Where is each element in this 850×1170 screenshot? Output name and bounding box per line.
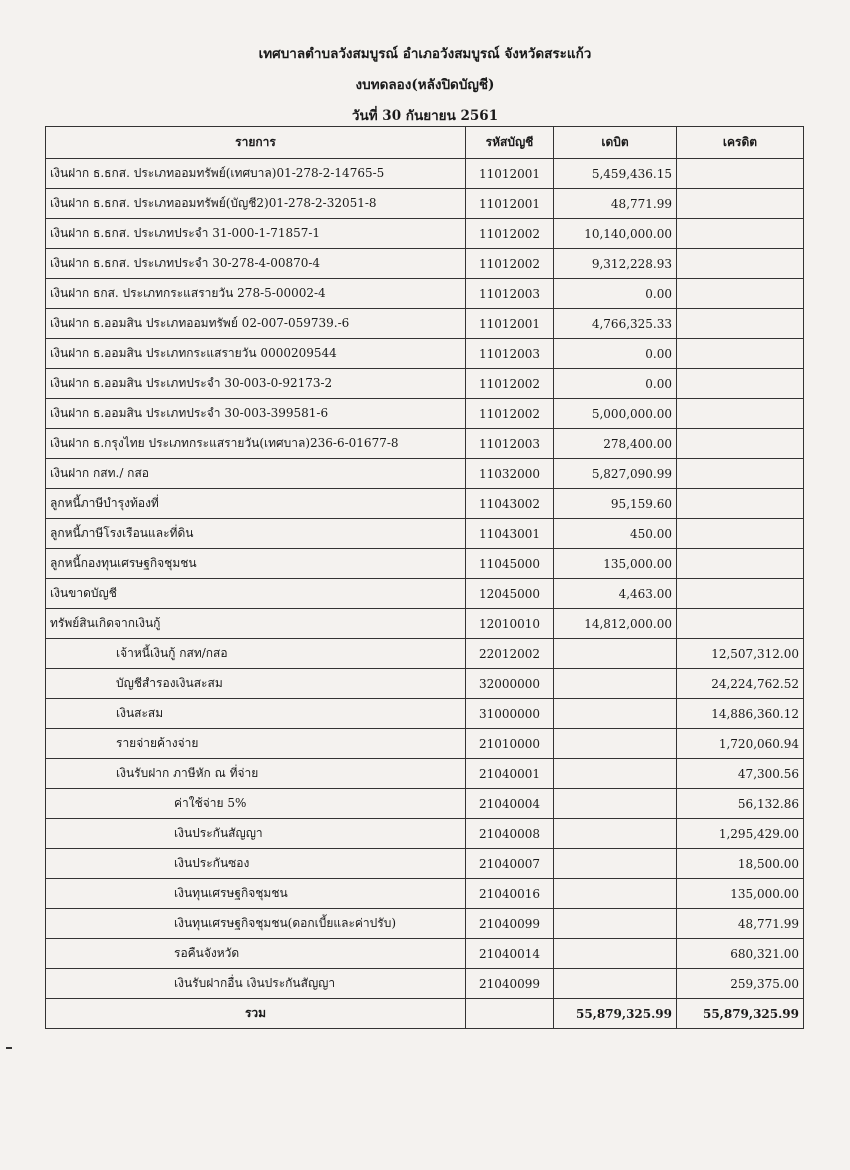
row-debit xyxy=(554,729,677,759)
row-debit: 4,766,325.33 xyxy=(554,309,677,339)
row-account-code: 12010010 xyxy=(466,609,554,639)
table-row xyxy=(46,219,804,249)
row-account-code: 21040007 xyxy=(466,849,554,879)
row-item: เงินประกันซอง xyxy=(46,849,466,879)
row-debit: 5,000,000.00 xyxy=(554,399,677,429)
row-account-code: 21010000 xyxy=(466,729,554,759)
table-row xyxy=(46,669,804,699)
row-item: เงินรับฝาก ภาษีหัก ณ ที่จ่าย xyxy=(46,759,466,789)
row-debit xyxy=(554,849,677,879)
row-account-code: 11012003 xyxy=(466,279,554,309)
table-row xyxy=(46,489,804,519)
table-row xyxy=(46,249,804,279)
row-credit xyxy=(677,609,804,639)
row-debit xyxy=(554,969,677,999)
row-item: เงินฝาก ธ.ออมสิน ประเภทออมทรัพย์ 02-007-059739.-6 xyxy=(46,309,466,339)
row-account-code: 11012003 xyxy=(466,429,554,459)
row-item: เงินฝาก ธ.ออมสิน ประเภทประจำ 30-003-399581-6 xyxy=(46,399,466,429)
table-row xyxy=(46,339,804,369)
table-row xyxy=(46,819,804,849)
row-credit: 680,321.00 xyxy=(677,939,804,969)
row-account-code: 21040099 xyxy=(466,969,554,999)
row-credit xyxy=(677,339,804,369)
row-debit xyxy=(554,879,677,909)
table-row xyxy=(46,549,804,579)
row-item: เงินรับฝากอื่น เงินประกันสัญญา xyxy=(46,969,466,999)
row-debit: 9,312,228.93 xyxy=(554,249,677,279)
row-account-code: 21040001 xyxy=(466,759,554,789)
total-credit: 55,879,325.99 xyxy=(677,999,804,1029)
table-row xyxy=(46,969,804,999)
row-debit: 48,771.99 xyxy=(554,189,677,219)
total-debit: 55,879,325.99 xyxy=(554,999,677,1029)
row-account-code: 11012002 xyxy=(466,369,554,399)
row-item: เงินฝาก ธ.ธกส. ประเภทออมทรัพย์(บัญชี2)01-278-2-32051-8 xyxy=(46,189,466,219)
row-debit xyxy=(554,789,677,819)
column-header-item: รายการ xyxy=(46,127,466,159)
row-debit xyxy=(554,639,677,669)
table-row xyxy=(46,729,804,759)
table-row xyxy=(46,609,804,639)
row-item: เงินฝาก ธ.ธกส. ประเภทประจำ 30-278-4-00870-4 xyxy=(46,249,466,279)
table-row xyxy=(46,759,804,789)
row-item: เงินฝาก ธกส. ประเภทกระแสรายวัน 278-5-00002-4 xyxy=(46,279,466,309)
table-row xyxy=(46,459,804,489)
row-item: เงินสะสม xyxy=(46,699,466,729)
row-debit: 135,000.00 xyxy=(554,549,677,579)
row-item: เงินฝาก ธ.ออมสิน ประเภทกระแสรายวัน 0000209544 xyxy=(46,339,466,369)
table-row xyxy=(46,579,804,609)
row-account-code: 11045000 xyxy=(466,549,554,579)
row-credit xyxy=(677,429,804,459)
row-credit: 18,500.00 xyxy=(677,849,804,879)
row-credit xyxy=(677,489,804,519)
row-debit: 450.00 xyxy=(554,519,677,549)
row-credit: 1,295,429.00 xyxy=(677,819,804,849)
row-item: ค่าใช้จ่าย 5% xyxy=(46,789,466,819)
row-credit xyxy=(677,189,804,219)
row-account-code: 22012002 xyxy=(466,639,554,669)
row-account-code: 11012003 xyxy=(466,339,554,369)
row-debit: 14,812,000.00 xyxy=(554,609,677,639)
total-code-cell xyxy=(466,999,554,1029)
trial-balance-table xyxy=(45,126,804,1029)
row-debit xyxy=(554,819,677,849)
row-item: รายจ่ายค้างจ่าย xyxy=(46,729,466,759)
row-credit: 14,886,360.12 xyxy=(677,699,804,729)
row-item: ลูกหนี้ภาษีบำรุงท้องที่ xyxy=(46,489,466,519)
row-account-code: 21040004 xyxy=(466,789,554,819)
row-account-code: 21040014 xyxy=(466,939,554,969)
row-credit xyxy=(677,309,804,339)
row-debit xyxy=(554,939,677,969)
row-account-code: 31000000 xyxy=(466,699,554,729)
row-credit: 56,132.86 xyxy=(677,789,804,819)
table-row xyxy=(46,279,804,309)
row-item: ลูกหนี้ภาษีโรงเรือนและที่ดิน xyxy=(46,519,466,549)
table-row xyxy=(46,939,804,969)
document-title: เทศบาลตำบลวังสมบูรณ์ อำเภอวังสมบูรณ์ จังหวัดสระแก้ว xyxy=(258,46,592,62)
row-item: เงินทุนเศรษฐกิจชุมชน(ดอกเบี้ยและค่าปรับ) xyxy=(46,909,466,939)
row-item: รอคืนจังหวัด xyxy=(46,939,466,969)
table-row xyxy=(46,519,804,549)
row-account-code: 11012002 xyxy=(466,249,554,279)
row-debit: 4,463.00 xyxy=(554,579,677,609)
row-item: บัญชีสำรองเงินสะสม xyxy=(46,669,466,699)
row-debit: 5,827,090.99 xyxy=(554,459,677,489)
column-header-credit: เครดิต xyxy=(677,127,804,159)
row-account-code: 11032000 xyxy=(466,459,554,489)
row-item: เจ้าหนี้เงินกู้ กสท/กสอ xyxy=(46,639,466,669)
row-item: ลูกหนี้กองทุนเศรษฐกิจชุมชน xyxy=(46,549,466,579)
row-credit xyxy=(677,219,804,249)
table-row xyxy=(46,789,804,819)
row-account-code: 21040016 xyxy=(466,879,554,909)
row-credit: 12,507,312.00 xyxy=(677,639,804,669)
table-row xyxy=(46,309,804,339)
total-label: รวม xyxy=(46,999,466,1029)
row-account-code: 21040099 xyxy=(466,909,554,939)
row-debit: 95,159.60 xyxy=(554,489,677,519)
row-debit xyxy=(554,699,677,729)
row-debit xyxy=(554,909,677,939)
row-item: เงินฝาก ธ.ธกส. ประเภทประจำ 31-000-1-71857-1 xyxy=(46,219,466,249)
column-header-code: รหัสบัญชี xyxy=(466,127,554,159)
column-header-debit: เดบิต xyxy=(554,127,677,159)
row-account-code: 11012001 xyxy=(466,159,554,189)
document-date: วันที่ 30 กันยายน 2561 xyxy=(351,108,499,124)
row-credit: 1,720,060.94 xyxy=(677,729,804,759)
row-credit xyxy=(677,579,804,609)
row-item: เงินฝาก ธ.ออมสิน ประเภทประจำ 30-003-0-92173-2 xyxy=(46,369,466,399)
row-item: เงินฝาก ธ.กรุงไทย ประเภทกระแสรายวัน(เทศบาล)236-6-01677-8 xyxy=(46,429,466,459)
row-credit: 259,375.00 xyxy=(677,969,804,999)
row-debit xyxy=(554,759,677,789)
row-debit: 0.00 xyxy=(554,369,677,399)
document-subtitle: งบทดลอง(หลังปิดบัญชี) xyxy=(355,77,495,93)
table-row xyxy=(46,639,804,669)
row-account-code: 21040008 xyxy=(466,819,554,849)
row-debit xyxy=(554,669,677,699)
table-row xyxy=(46,159,804,189)
table-header-row xyxy=(46,127,804,159)
row-credit xyxy=(677,549,804,579)
row-credit: 135,000.00 xyxy=(677,879,804,909)
table-row xyxy=(46,189,804,219)
row-credit xyxy=(677,459,804,489)
table-row xyxy=(46,429,804,459)
row-credit: 48,771.99 xyxy=(677,909,804,939)
row-item: เงินทุนเศรษฐกิจชุมชน xyxy=(46,879,466,909)
table-row xyxy=(46,879,804,909)
row-item: เงินขาดบัญชี xyxy=(46,579,466,609)
row-account-code: 11012001 xyxy=(466,309,554,339)
row-item: ทรัพย์สินเกิดจากเงินกู้ xyxy=(46,609,466,639)
row-credit xyxy=(677,279,804,309)
row-credit xyxy=(677,249,804,279)
row-debit: 278,400.00 xyxy=(554,429,677,459)
row-debit: 5,459,436.15 xyxy=(554,159,677,189)
table-row xyxy=(46,369,804,399)
row-credit xyxy=(677,369,804,399)
row-account-code: 11043001 xyxy=(466,519,554,549)
row-item: เงินประกันสัญญา xyxy=(46,819,466,849)
row-account-code: 11012002 xyxy=(466,219,554,249)
row-credit xyxy=(677,159,804,189)
row-account-code: 11012001 xyxy=(466,189,554,219)
table-row xyxy=(46,849,804,879)
row-account-code: 12045000 xyxy=(466,579,554,609)
row-item: เงินฝาก กสท./ กสอ xyxy=(46,459,466,489)
row-credit: 24,224,762.52 xyxy=(677,669,804,699)
row-credit xyxy=(677,519,804,549)
table-row xyxy=(46,399,804,429)
total-row xyxy=(46,999,804,1029)
row-credit: 47,300.56 xyxy=(677,759,804,789)
row-debit: 10,140,000.00 xyxy=(554,219,677,249)
row-account-code: 11043002 xyxy=(466,489,554,519)
margin-mark xyxy=(6,1047,12,1049)
table-row xyxy=(46,699,804,729)
row-account-code: 32000000 xyxy=(466,669,554,699)
row-account-code: 11012002 xyxy=(466,399,554,429)
row-item: เงินฝาก ธ.ธกส. ประเภทออมทรัพย์(เทศบาล)01-278-2-14765-5 xyxy=(46,159,466,189)
row-credit xyxy=(677,399,804,429)
row-debit: 0.00 xyxy=(554,339,677,369)
table-row xyxy=(46,909,804,939)
row-debit: 0.00 xyxy=(554,279,677,309)
